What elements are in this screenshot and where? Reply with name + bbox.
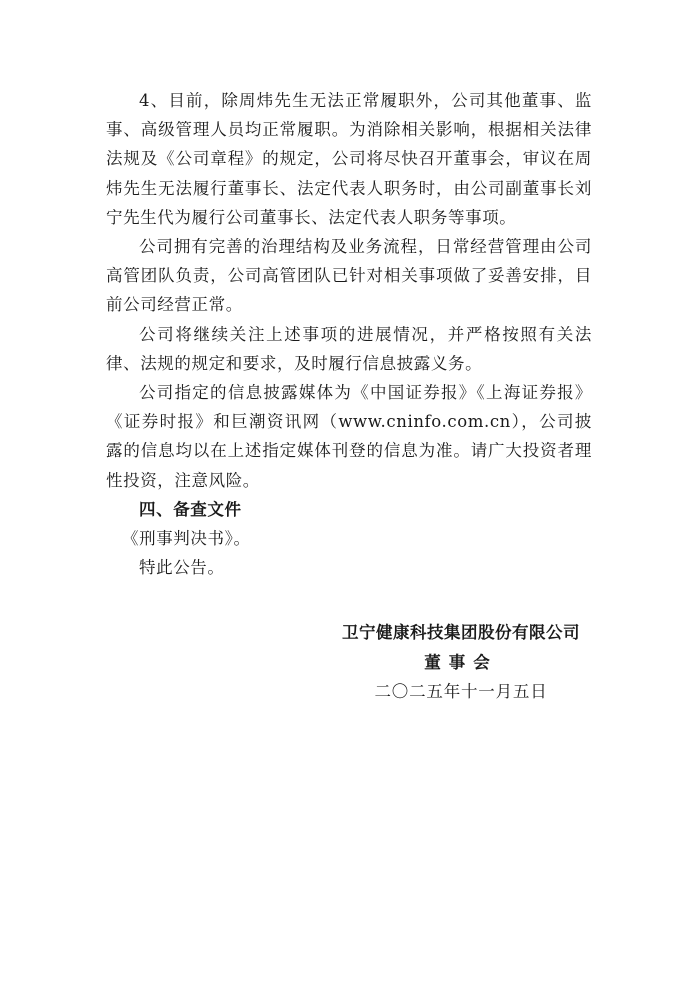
board-of-directors: 董事会 — [424, 652, 498, 672]
paragraph-item-4: 4、目前，除周炜先生无法正常履职外，公司其他董事、监事、高级管理人员均正常履职。为消除相关影响，根据相关法律法规及《公司章程》的规定，公司将尽快召开董事会，审议在周炜先生无法履行董事长、法定代表人职务时，由公司副董事长刘宁先生代为履行公司董事长、法定代表人职务等事项。 — [106, 91, 592, 227]
signature-block — [330, 618, 592, 707]
closing-statement: 特此公告。 — [139, 558, 225, 578]
paragraph-disclosure-commitment: 公司将继续关注上述事项的进展情况，并严格按照有关法律、法规的规定和要求，及时履行信息披露义务。 — [106, 324, 592, 373]
document-body — [106, 86, 592, 582]
company-name: 卫宁健康科技集团股份有限公司 — [342, 623, 580, 642]
announcement-date: 二〇二五年十一月五日 — [374, 682, 548, 701]
paragraph-governance: 公司拥有完善的治理结构及业务流程，日常经营管理由公司高管团队负责，公司高管团队已针对相关事项做了妥善安排，目前公司经营正常。 — [106, 237, 592, 315]
paragraph-designated-media: 公司指定的信息披露媒体为《中国证券报》《上海证券报》《证券时报》和巨潮资讯网（www.cninfo.com.cn），公司披露的信息均以在上述指定媒体刊登的信息为准。请广大投资者理性投资，注意风险。 — [106, 383, 592, 490]
reference-document: 《刑事判决书》。 — [122, 529, 251, 549]
section-heading-reference-documents: 四、备查文件 — [139, 499, 242, 519]
